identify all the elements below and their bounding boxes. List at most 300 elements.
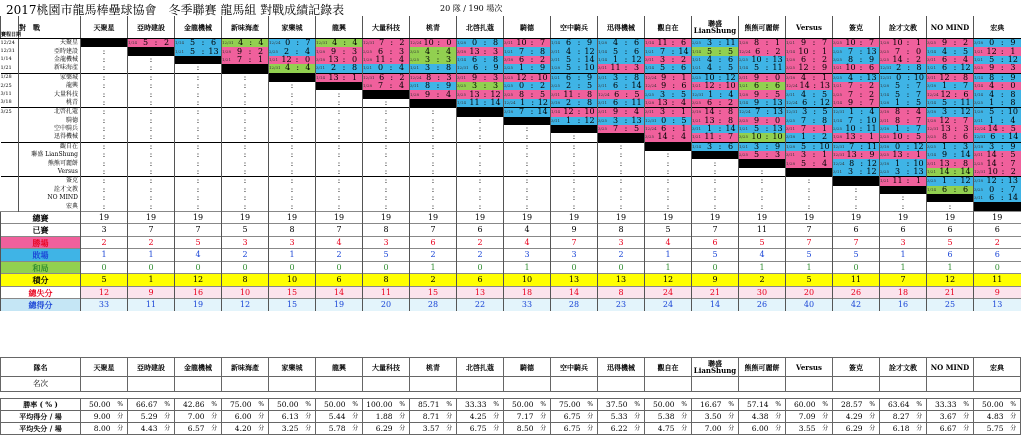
score-sep: : [718, 115, 722, 125]
game-date: 3/11 [786, 91, 795, 97]
mirror-cell [551, 133, 598, 142]
score-sep: : [196, 63, 200, 73]
stats-value [927, 423, 960, 435]
game-date: 1/28 [739, 91, 748, 97]
score-sep: : [290, 89, 294, 99]
home-score: 3 [802, 107, 808, 117]
summary-value [316, 274, 363, 287]
score-sep: : [624, 38, 628, 48]
summary-number: 8 [383, 275, 389, 285]
home-score: 4 [706, 54, 713, 64]
summary-number: 33 [98, 300, 110, 310]
mirror-cell [739, 168, 786, 177]
home-score: 7 [847, 89, 854, 99]
game-date: 3/11 [598, 74, 607, 80]
stats-unit-text: 分 [822, 412, 829, 420]
score-sep: : [337, 193, 341, 203]
summary-number: 19 [803, 212, 815, 222]
summary-number: 25 [944, 300, 956, 310]
home-score: 6 [473, 63, 479, 73]
score-sep: : [859, 72, 863, 82]
score-sep: : [807, 184, 811, 194]
score-wrap [880, 133, 926, 141]
team-row [1, 90, 1021, 98]
away-score: 12 [960, 176, 971, 186]
result-cell [880, 168, 927, 177]
game-date: 3/25 [598, 126, 607, 132]
score-sep: : [196, 150, 200, 160]
stats-unit-text: % [211, 400, 218, 408]
team-header-label: 宏典 [990, 22, 1005, 32]
team-header [222, 16, 269, 39]
game-date: 12/24 [645, 83, 657, 89]
away-score: 14 [1008, 132, 1019, 142]
row-team-label: NO MIND [47, 194, 78, 202]
score-sep: : [525, 193, 529, 203]
score-sep: : [906, 124, 910, 134]
score-sep: : [765, 89, 769, 99]
game-date: 3/25 [504, 91, 513, 97]
summary-value [222, 236, 269, 249]
self-cell [598, 133, 645, 142]
stats-unit-text: 分 [728, 424, 735, 432]
away-score: 14 [960, 150, 971, 160]
away-score: 12 [584, 46, 595, 56]
mirror-cell [222, 99, 269, 108]
date-cell [1, 159, 19, 167]
mirror-cell [363, 202, 410, 211]
stats-unit-text: % [775, 400, 782, 408]
stats-team-name-text: 桃青 [426, 362, 440, 372]
summary-number: 9 [994, 287, 1000, 297]
stats-number: 3.50 [704, 411, 722, 421]
away-score: 6 [962, 184, 969, 194]
summary-number: 26 [756, 300, 768, 310]
stats-unit [1007, 399, 1021, 411]
summary-value [175, 224, 222, 237]
score-sep: : [854, 201, 858, 211]
team-header-label: 詮才文教 [889, 22, 917, 32]
mirror-cell [457, 202, 504, 211]
away-score: 14 [490, 97, 501, 107]
date-cell [1, 82, 19, 90]
summary-value [927, 299, 974, 311]
matchup-header [19, 16, 81, 39]
summary-value [645, 211, 692, 224]
score-sep: : [812, 158, 816, 168]
home-score: 12 [939, 115, 950, 125]
away-score: 12 [537, 97, 548, 107]
game-date: 1/14 [927, 186, 936, 192]
summary-number: 26 [850, 287, 862, 297]
stats-number: 9.00 [93, 411, 111, 421]
summary-label-cell [1, 211, 81, 224]
away-score: 8 [586, 97, 593, 107]
mirror-cell [175, 99, 222, 108]
summary-number: 10 [239, 287, 251, 297]
summary-number: 7 [148, 225, 154, 235]
score-sep: : [149, 107, 153, 117]
away-score: 6 [633, 46, 640, 56]
game-date: 1/14 [739, 65, 748, 71]
home-score: 13 [657, 97, 668, 107]
stats-unit-text: % [399, 400, 406, 408]
score-sep: : [102, 184, 106, 194]
score-sep: : [954, 124, 958, 134]
summary-label-cell [1, 249, 81, 262]
stats-row [1, 399, 1021, 411]
summary-number: 0 [148, 262, 154, 272]
score-sep: : [196, 193, 200, 203]
score-sep: : [484, 63, 488, 73]
stats-unit-text: % [352, 400, 359, 408]
away-score: 5 [634, 89, 640, 99]
stats-number: 3.25 [281, 423, 299, 433]
game-date: 12/24 [645, 126, 657, 132]
game-date: 1/21 [927, 169, 936, 175]
home-score: 3 [612, 72, 619, 82]
summary-value [316, 236, 363, 249]
game-date: 1/28 [457, 40, 466, 46]
result-cell [598, 64, 645, 73]
stats-unit-text: 分 [164, 412, 171, 420]
away-score: 12 [725, 72, 736, 82]
stats-unit-text: 分 [775, 424, 782, 432]
stats-number: 50.00 [982, 399, 1004, 409]
date-cell [1, 47, 19, 55]
score-sep: : [619, 167, 623, 177]
rank-cell [128, 377, 175, 392]
summary-number: 11 [850, 275, 862, 285]
game-date: 2/25 [833, 91, 842, 97]
score-sep: : [906, 115, 910, 125]
stats-number: 6.13 [281, 411, 299, 421]
score-sep: : [196, 141, 200, 151]
game-date: 3/11 [551, 56, 560, 62]
summary-label-cell [1, 224, 81, 237]
team-header [316, 16, 363, 39]
home-score: 5 [894, 81, 901, 91]
home-score: 13 [469, 46, 480, 56]
summary-value [645, 299, 692, 311]
stats-unit [302, 411, 316, 423]
summary-value [457, 224, 504, 237]
game-date: 1/21 [410, 65, 419, 71]
summary-number: 11 [756, 225, 768, 235]
score-sep: : [1000, 89, 1004, 99]
away-score: 7 [915, 81, 922, 91]
summary-number: 0 [853, 262, 859, 272]
home-score: 5 [753, 63, 760, 73]
home-score: 14 [986, 150, 997, 160]
home-score: 1 [518, 63, 525, 73]
row-team-name [19, 73, 81, 82]
summary-value [786, 249, 833, 262]
stats-unit [913, 411, 927, 423]
summary-value [457, 249, 504, 262]
stats-number: 4.38 [751, 411, 769, 421]
home-score: 0 [989, 184, 995, 194]
game-date: 1/28 [551, 65, 560, 71]
home-score: 12 [563, 107, 574, 117]
stats-unit [772, 423, 786, 435]
score-wrap [833, 64, 879, 72]
summary-number: 9 [148, 287, 154, 297]
mirror-cell [269, 168, 316, 177]
summary-number: 18 [521, 287, 533, 297]
result-cell [645, 64, 692, 73]
game-date: 3/25 [833, 56, 842, 62]
score-sep: : [102, 81, 106, 91]
game-date: 1/28 [786, 160, 795, 166]
score-sep: : [525, 150, 529, 160]
home-score: 10 [845, 63, 856, 73]
summary-value [974, 211, 1021, 224]
stats-team-name [316, 358, 363, 377]
game-date: 12/24 [786, 83, 798, 89]
row-team-name [19, 117, 81, 125]
summary-value [880, 211, 927, 224]
score-sep: : [718, 72, 722, 82]
score-sep: : [337, 124, 341, 134]
game-date: 3/11 [974, 152, 983, 158]
stats-value [128, 411, 161, 423]
mirror-cell [128, 64, 175, 73]
summary-value [692, 249, 739, 262]
score-sep: : [431, 193, 435, 203]
away-score: 12 [960, 63, 971, 73]
score-wrap [457, 99, 503, 107]
summary-number: 4 [524, 225, 530, 235]
score-sep: : [290, 150, 294, 160]
summary-value [504, 299, 551, 311]
score-sep: : [671, 89, 675, 99]
score-wrap [692, 99, 738, 107]
game-date: 1/28 [739, 40, 748, 46]
stats-value [598, 399, 631, 411]
away-score: 4 [445, 46, 452, 56]
stats-team-name [128, 358, 175, 377]
home-score: 10 [751, 132, 762, 142]
score-sep: : [953, 38, 957, 48]
stats-unit-text: 分 [117, 412, 124, 420]
away-score: 9 [869, 150, 875, 160]
result-cell [504, 99, 551, 108]
stats-unit [443, 423, 457, 435]
home-score: 9 [471, 72, 478, 82]
stats-number: 3.67 [939, 411, 957, 421]
stats-unit [208, 411, 222, 423]
score-sep: : [953, 176, 957, 186]
summary-number: 5 [712, 250, 718, 260]
score-sep: : [102, 54, 106, 64]
stats-team-label [1, 358, 81, 377]
result-cell [504, 108, 551, 117]
stats-unit [208, 423, 222, 435]
summary-value [504, 224, 551, 237]
home-score: 3 [706, 141, 713, 151]
stats-unit [349, 423, 363, 435]
away-score: 8 [445, 63, 452, 73]
score-sep: : [431, 201, 435, 211]
summary-number: 8 [289, 225, 295, 235]
game-date: 12/31 [786, 109, 798, 115]
home-score: 9 [847, 97, 854, 107]
summary-value [128, 299, 175, 311]
away-score: 5 [727, 46, 734, 56]
summary-value [598, 224, 645, 237]
summary-value [645, 286, 692, 299]
away-score: 4 [728, 89, 734, 99]
game-date: 1/14 [551, 40, 560, 46]
away-score: 14 [725, 124, 736, 134]
stats-team-name [786, 358, 833, 377]
summary-value [504, 236, 551, 249]
page-title: 2017桃園市龍馬棒壘球協會 冬季聯賽 龍馬組 對戰成績記錄表 [6, 3, 345, 17]
game-date: 1/21 [363, 65, 372, 71]
summary-value [410, 261, 457, 274]
summary-value [551, 224, 598, 237]
rank-cell [880, 377, 927, 392]
score-sep: : [624, 72, 628, 82]
game-date: 1/21 [927, 65, 936, 71]
game-date: 2/25 [269, 48, 278, 54]
summary-number: 5 [665, 225, 671, 235]
score-sep: : [953, 81, 957, 91]
stats-row-label-text: 平均得分 / 場 [19, 412, 62, 421]
score-sep: : [478, 176, 482, 186]
score-sep: : [906, 132, 910, 142]
game-date: 1/14 [316, 74, 325, 80]
score-sep: : [243, 124, 247, 134]
stats-number: 7.00 [187, 411, 205, 421]
game-date: 1/21 [786, 40, 795, 46]
summary-value [457, 211, 504, 224]
score-wrap [692, 64, 738, 72]
stats-unit [396, 423, 410, 435]
summary-value [128, 236, 175, 249]
summary-number: 20 [380, 300, 392, 310]
game-date: 12/31 [833, 152, 845, 158]
stats-team-name-text: 金龍機械 [184, 362, 212, 372]
score-wrap [927, 64, 973, 72]
away-score: 14 [631, 81, 642, 91]
team-header-label: 亞時建設 [137, 22, 165, 32]
away-score: 1 [680, 107, 687, 117]
game-date: 1/14 [692, 143, 701, 149]
rank-cell [927, 377, 974, 392]
result-cell [927, 186, 974, 194]
home-score: 9 [236, 46, 243, 56]
mirror-cell [175, 168, 222, 177]
score-sep: : [953, 107, 957, 117]
summary-value [739, 274, 786, 287]
stats-number: 63.64 [888, 399, 910, 409]
stats-unit-text: 分 [540, 412, 547, 420]
summary-value [222, 224, 269, 237]
result-cell [880, 177, 927, 186]
result-cell [786, 133, 833, 142]
home-score: 0 [471, 38, 478, 48]
score-sep: : [718, 132, 722, 142]
stats-number: 50.00 [277, 399, 299, 409]
stats-unit [396, 399, 410, 411]
game-date: 3/25 [739, 134, 748, 140]
game-date: 3/11 [504, 40, 513, 46]
summary-value [927, 249, 974, 262]
summary-number: 19 [286, 212, 298, 222]
summary-number: 2 [336, 250, 342, 260]
game-date: 1/28 [598, 40, 607, 46]
stats-number: 4.83 [986, 411, 1004, 421]
home-score: 9 [330, 46, 337, 56]
stats-unit [1007, 411, 1021, 423]
score-sep: : [859, 89, 863, 99]
score-sep: : [149, 132, 153, 142]
stats-number: 8.50 [516, 423, 534, 433]
team-header [974, 16, 1021, 39]
summary-label: 總得分 [28, 300, 53, 311]
score-sep: : [384, 97, 388, 107]
summary-number: 16 [897, 300, 909, 310]
score-sep: : [431, 132, 435, 142]
score-sep: : [572, 193, 576, 203]
away-score: 10 [866, 115, 877, 125]
home-score: 3 [424, 54, 431, 64]
result-cell [974, 133, 1021, 142]
summary-value [833, 274, 880, 287]
mirror-cell [222, 202, 269, 211]
away-score: 12 [866, 158, 877, 168]
mirror-cell [222, 168, 269, 177]
away-score: 5 [821, 89, 828, 99]
away-score: 6 [633, 38, 640, 48]
row-team-label: 家樂城 [59, 73, 78, 81]
stats-unit [725, 399, 739, 411]
home-score: 5 [941, 97, 948, 107]
stats-value [927, 399, 960, 411]
date-cell [1, 56, 19, 64]
summary-number: 4 [759, 250, 765, 260]
summary-value [175, 286, 222, 299]
game-date: 3/18 [974, 40, 983, 46]
mirror-cell [363, 168, 410, 177]
summary-value [645, 274, 692, 287]
team-header-label: 騎德 [520, 22, 534, 32]
team-header-label: 迅得機械 [607, 22, 635, 32]
game-date: 3/11 [786, 152, 795, 158]
away-score: 5 [1010, 150, 1016, 160]
away-score: 13 [913, 167, 924, 177]
team-header-label: 桃青 [426, 22, 440, 32]
score-sep: : [243, 72, 247, 82]
home-score: 5 [189, 46, 196, 56]
home-score: 12 [281, 54, 292, 64]
game-date: 1/28 [880, 99, 889, 105]
summary-number: 5 [242, 225, 248, 235]
away-score: 2 [399, 72, 405, 82]
summary-value [504, 286, 551, 299]
home-score: 6 [612, 81, 619, 91]
game-date: 3/25 [457, 91, 466, 97]
away-score: 3 [492, 46, 499, 56]
score-sep: : [953, 54, 957, 64]
game-date: 3/11 [974, 117, 983, 123]
home-score: 7 [800, 124, 807, 134]
score-sep: : [431, 158, 435, 168]
score-wrap [692, 143, 738, 151]
home-score: 10 [845, 38, 856, 48]
